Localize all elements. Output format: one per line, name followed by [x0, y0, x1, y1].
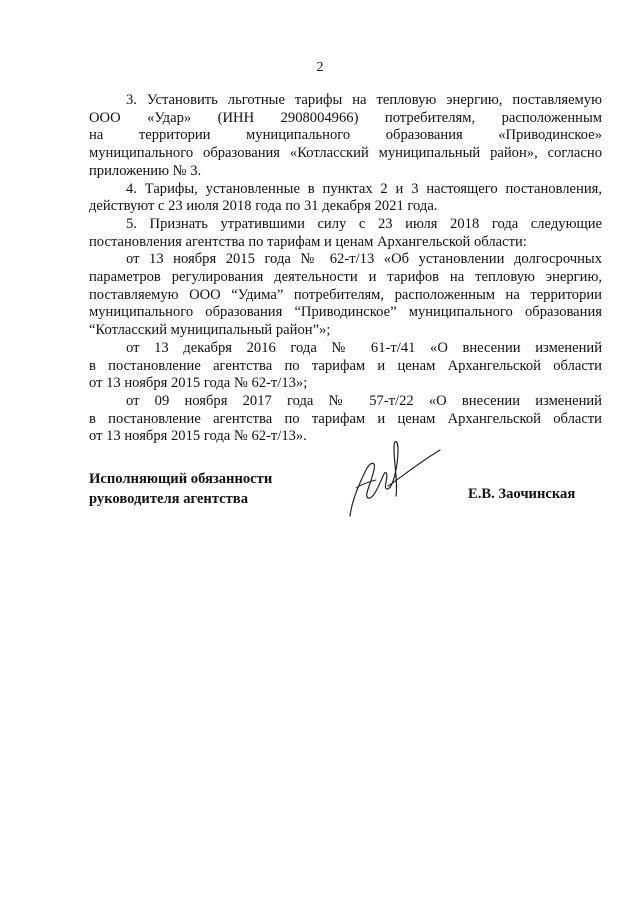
signatory-role-line: Исполняющий обязанности: [89, 471, 273, 487]
paragraph-line: на территории муниципального образования «Приводинское»: [89, 127, 602, 144]
paragraph-line: параметров регулирования деятельности и тарифов на тепловую энергию,: [89, 269, 602, 286]
paragraph-line: от 13 ноября 2015 года № 62-т/13 «Об установлении долгосрочных: [126, 251, 602, 268]
paragraph-item-4: [89, 181, 602, 216]
document-body: [89, 92, 602, 446]
paragraph-line: 4. Тарифы, установленные в пунктах 2 и 3 настоящего постановления,: [126, 180, 602, 197]
paragraph-line: от 13 ноября 2015 года № 62-т/13»;: [89, 375, 308, 392]
paragraph-line: муниципального образования “Приводинское” муниципального образования: [89, 304, 602, 321]
paragraph-line: от 13 декабря 2016 года № 61-т/41 «О внесении изменений: [126, 339, 602, 356]
paragraph-line: “Котласский муниципальный район”»;: [89, 322, 331, 339]
paragraph-line: приложению № 3.: [89, 162, 202, 179]
paragraph-line: в постановление агентства по тарифам и ценам Архангельской области: [89, 357, 602, 374]
signatory-role-line: руководителя агентства: [89, 491, 248, 507]
handwritten-signature: [336, 430, 448, 522]
paragraph-line: ООО «Удар» (ИНН 2908004966) потребителям, расположенным: [89, 109, 602, 126]
revoked-act-item: [89, 251, 602, 340]
paragraph-line: 5. Признать утратившими силу с 23 июля 2018 года следующие: [126, 215, 602, 232]
paragraph-line: от 13 ноября 2015 года № 62-т/13».: [89, 428, 307, 445]
paragraph-line: действуют с 23 июля 2018 года по 31 декабря 2021 года.: [89, 198, 438, 215]
paragraph-line: постановления агентства по тарифам и ценам Архангельской области:: [89, 233, 527, 250]
paragraph-line: в постановление агентства по тарифам и ценам Архангельской области: [89, 410, 602, 427]
page-number: 2: [316, 60, 324, 75]
paragraph-line: 3. Установить льготные тарифы на тепловую энергию, поставляемую: [126, 92, 602, 108]
signatory-role: [89, 469, 272, 509]
paragraph-line: муниципального образования «Котласский муниципальный район», согласно: [89, 145, 602, 162]
paragraph-item-5: [89, 216, 602, 251]
paragraph-line: от 09 ноября 2017 года № 57-т/22 «О внесении изменений: [126, 392, 602, 409]
revoked-act-item: [89, 340, 602, 393]
paragraph-item-3: [89, 92, 602, 181]
signatory-name: Е.В. Заочинская: [468, 486, 576, 502]
paragraph-line: поставляемую ООО “Удима” потребителям, расположенным на территории: [89, 286, 602, 303]
